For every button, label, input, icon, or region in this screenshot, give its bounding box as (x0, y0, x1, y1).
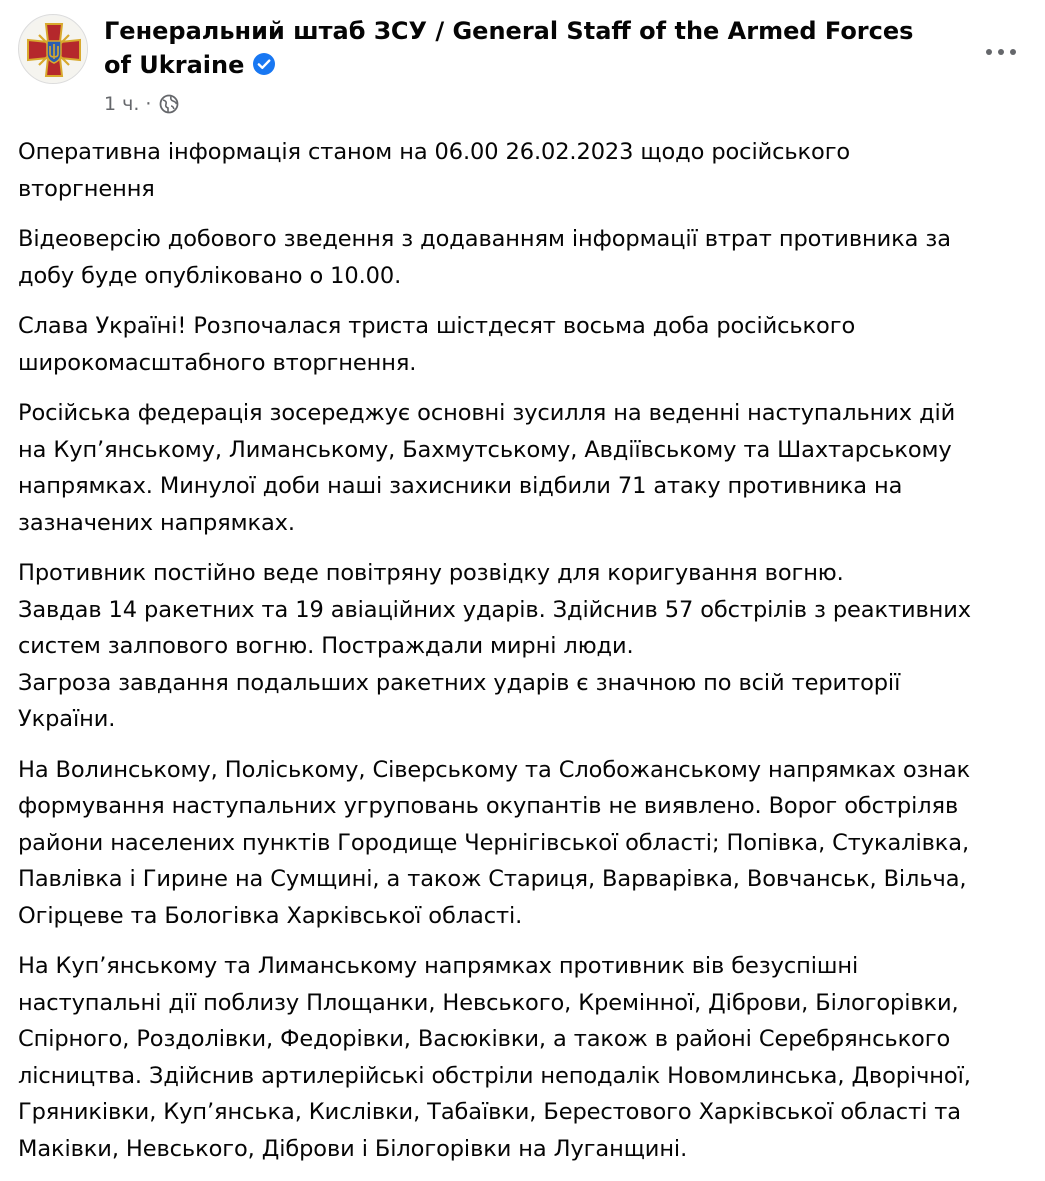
post-header (0, 0, 1045, 125)
more-options-icon[interactable] (979, 30, 1023, 74)
paragraph-heading: Оперативна інформація станом на 06.00 26.02.2023 щодо російського вторгнення (18, 139, 851, 202)
dot-icon (986, 49, 992, 55)
paragraph-kupiansk-lyman: На Куп’янському та Лиманському напрямках противник вів безуспішні наступальні дії поблизу Площанки, Невського, Кремінної, Діброви, Білогорівки, Спірного, Роздолівки, Федорівки, Васюківки, а також в районі Серебрянського лісництва. Здійснив артилерійські обстріли неподалік Новомлинська, Дворічної, Гряниківки, Куп’янська, Кислівки, Табаївки, Берестового Харківської області та Маківки, Невського, Діброви і Білогорівки на Луганщині. (18, 953, 971, 1162)
meta-separator: · (145, 93, 152, 115)
post-meta (104, 90, 179, 118)
paragraph-video-notice: Відеоверсію добового зведення з додаванням інформації втрат противника за добу буде опубліковано о 10.00. (18, 226, 951, 289)
verified-badge-icon (252, 52, 276, 76)
paragraph-day-count: Слава Україні! Розпочалася триста шістдесят восьма доба російського широкомасштабного вторгнення. (18, 313, 856, 376)
armed-forces-emblem-icon (19, 15, 88, 84)
post-body (18, 134, 1033, 1181)
dot-icon (998, 49, 1004, 55)
dot-icon (1010, 49, 1016, 55)
globe-icon[interactable] (159, 94, 179, 114)
paragraph-northern-directions: На Волинському, Поліському, Сіверському та Слобожанському напрямках ознак формування наступальних угруповань окупантів не виявлено. Ворог обстріляв райони населених пунктів Городище Чернігівської області; Попівка, Стукалівка, Павлівка і Гирине на Сумщині, а також Стариця, Варварівка, Вовчанськ, Вільча, Огірцеве та Бологівка Харківської області. (18, 756, 971, 929)
paragraph-main-efforts: Російська федерація зосереджує основні зусилля на веденні наступальних дій на Куп’янському, Лиманському, Бахмутському, Авдіївському та Шахтарському напрямках. Минулої доби наші захисники відбили 71 атаку противника на зазначених напрямках. (18, 400, 956, 536)
paragraph-strikes: Противник постійно веде повітряну розвідку для коригування вогню. Завдав 14 ракетних та 19 авіаційних ударів. Здійснив 57 обстрілів з реактивних систем залпового вогню. Постраждали мирні люди. Загроза завдання подальших ракетних ударів є значною по всій території України. (18, 560, 971, 732)
emblem-avatar[interactable] (18, 14, 88, 84)
author-name[interactable]: Генеральний штаб ЗСУ / General Staff of the Armed Forces of Ukraine (104, 17, 914, 79)
post-timestamp[interactable]: 1 ч. (104, 93, 140, 115)
author-block (104, 14, 924, 82)
